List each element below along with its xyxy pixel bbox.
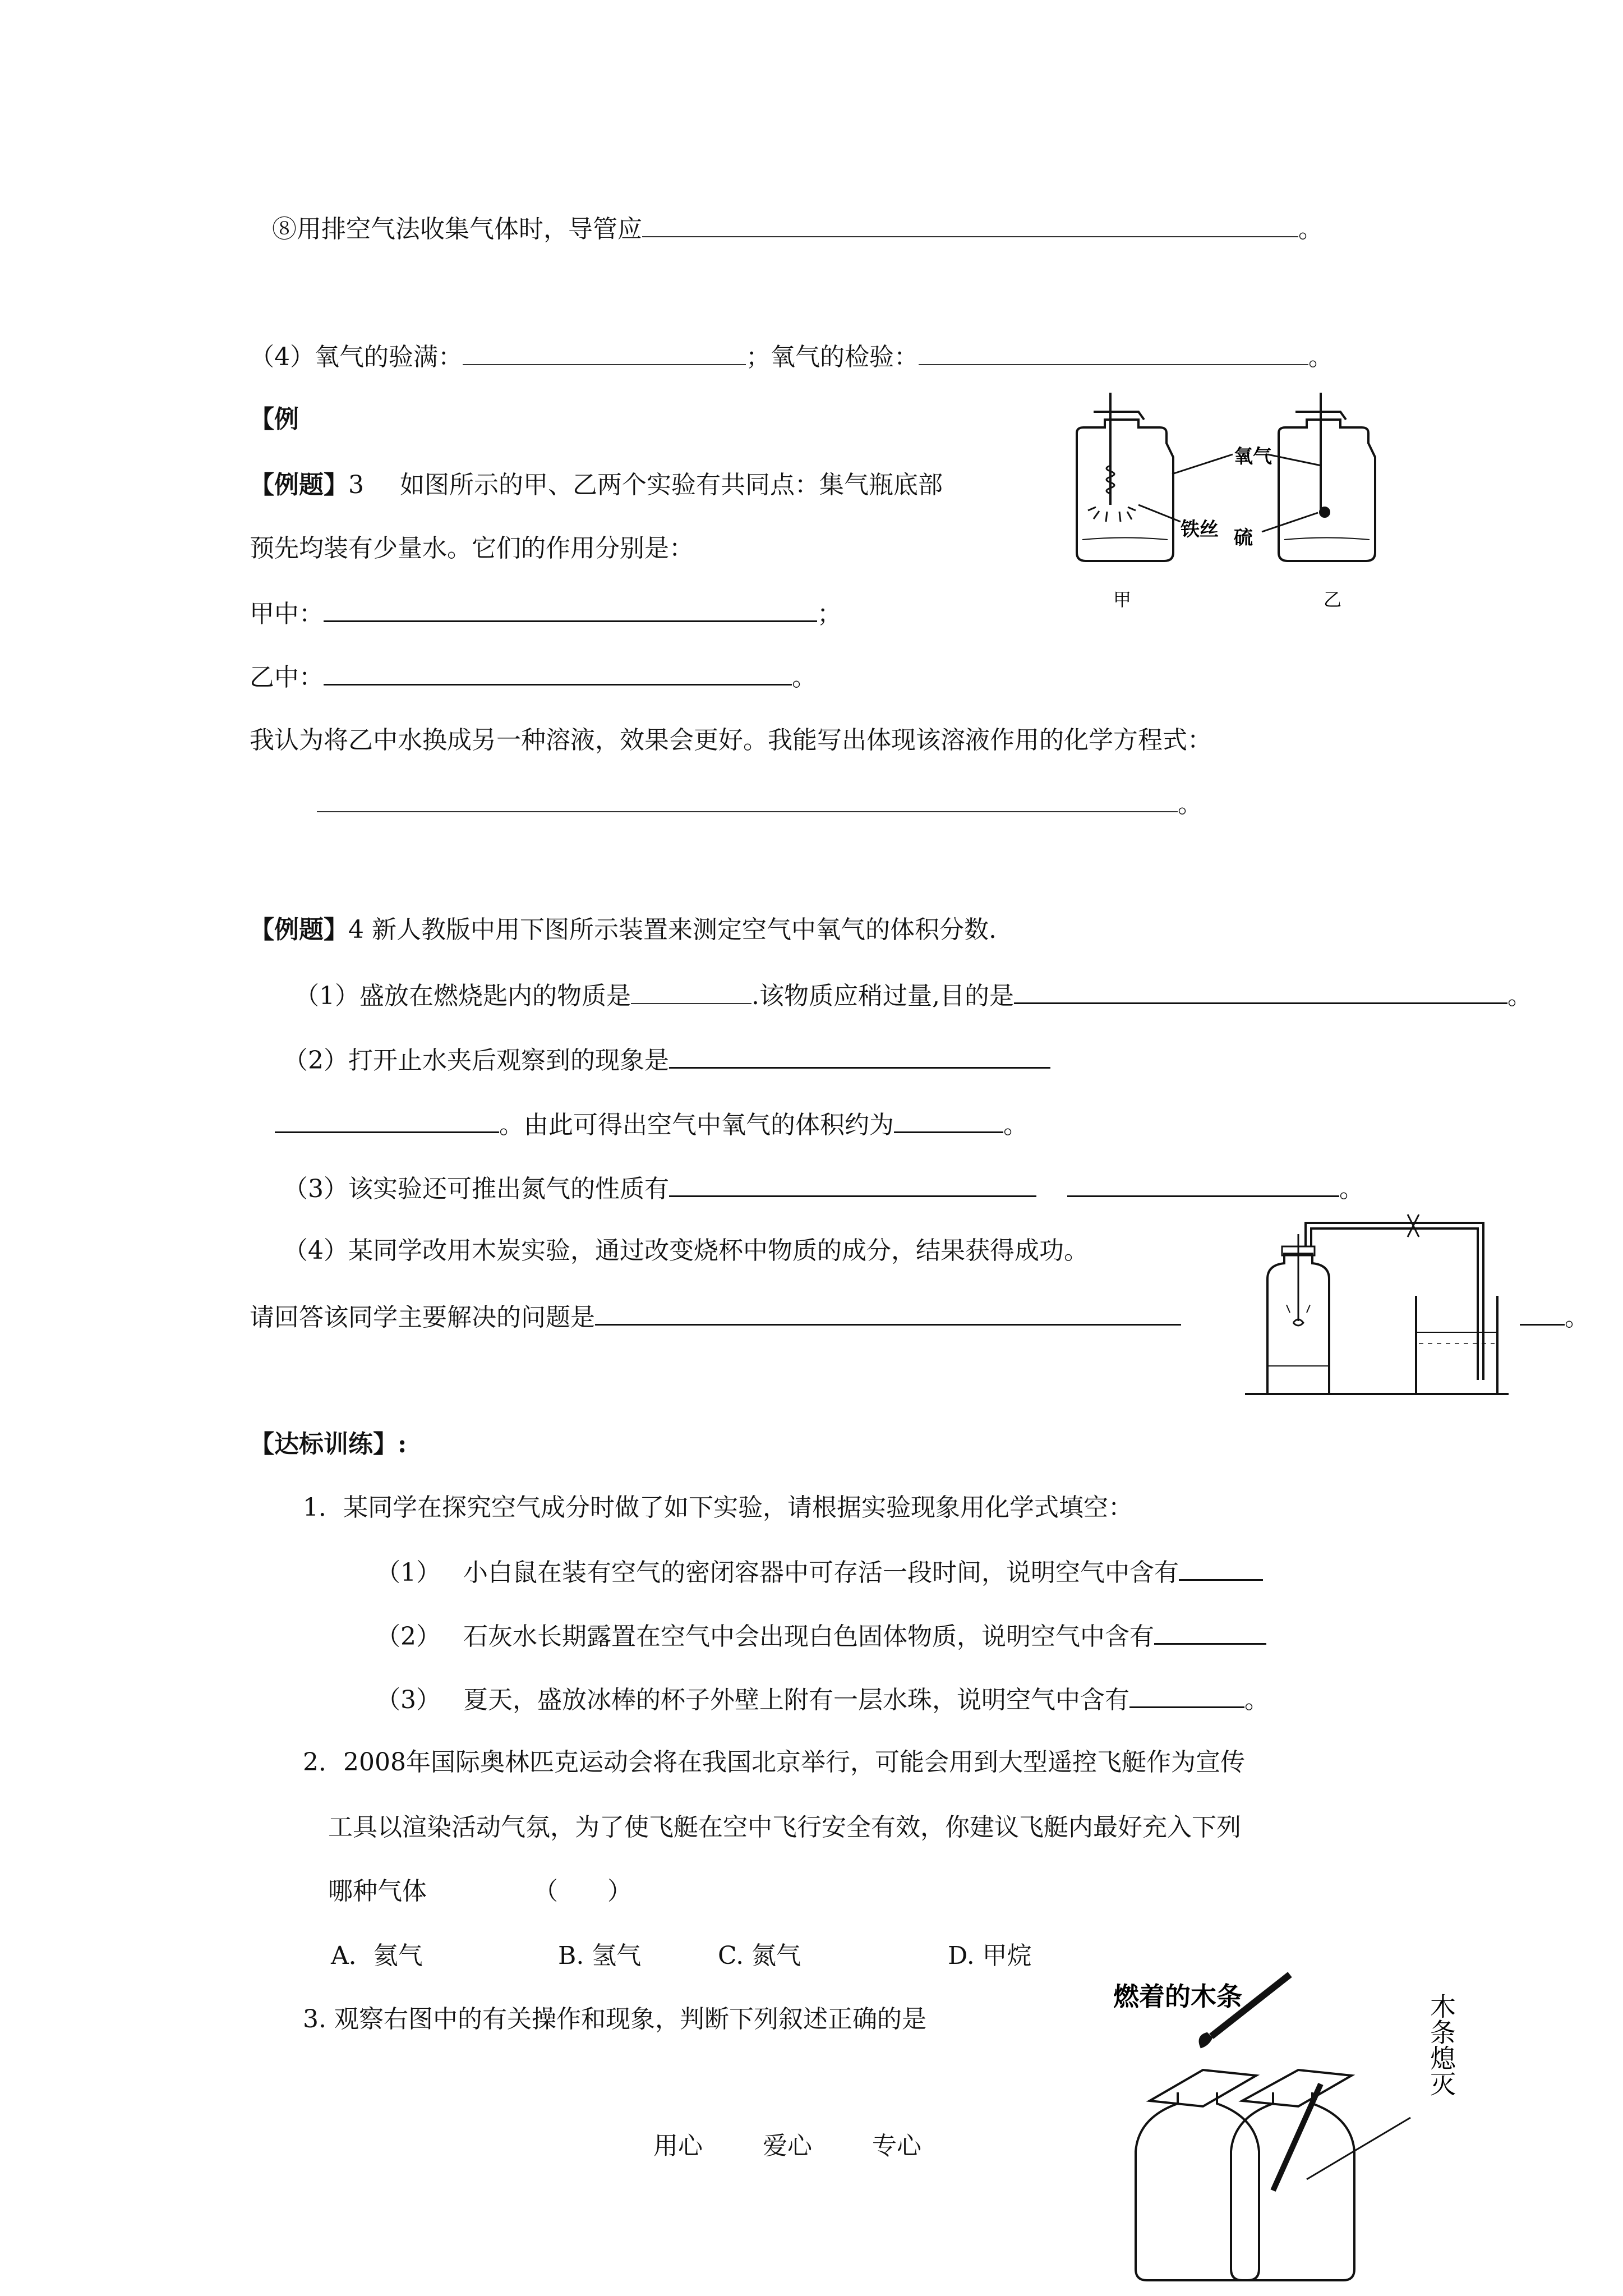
- yi-blank[interactable]: [324, 659, 792, 685]
- oxygen-full-check-blank[interactable]: [463, 339, 746, 365]
- nitrogen-property-blank-1[interactable]: [669, 1171, 1036, 1197]
- p2-line2: 工具以渲染活动气氛，为了使飞艇在空中飞行安全有效，你建议飞艇内最好充入下列: [328, 1813, 1241, 1842]
- footer-yongxin: 用心: [653, 2132, 703, 2160]
- p1-blank-3[interactable]: [1129, 1682, 1244, 1708]
- jia-blank[interactable]: [324, 596, 817, 622]
- ex3-figure: [1054, 393, 1402, 623]
- ex3-jia-line: 甲中： ；: [250, 596, 842, 631]
- equation-blank[interactable]: [317, 786, 1178, 812]
- label-sulfur: 硫: [1234, 527, 1253, 549]
- ex4-q3: （3）该实验还可推出氮气的性质有 。: [283, 1171, 1364, 1206]
- ex4-q4: （4）某同学改用木炭实验，通过改变烧杯中物质的成分，结果获得成功。: [283, 1236, 1089, 1265]
- ex4-q2: （2）打开止水夹后观察到的现象是: [283, 1042, 1050, 1078]
- answer-paren[interactable]: （ ）: [533, 1877, 632, 1906]
- q8-text: ⑧用排空气法收集气体时，导管应: [272, 215, 642, 243]
- p1-blank-2[interactable]: [1154, 1618, 1266, 1645]
- p2-option-a[interactable]: A．氦气: [331, 1941, 423, 1970]
- ex3-line5: 我认为将乙中水换成另一种溶液，效果会更好。我能写出体现该溶液作用的化学方程式：: [250, 726, 1212, 754]
- purpose-blank[interactable]: [1014, 978, 1507, 1004]
- footer-zhuanxin: 专心: [872, 2132, 921, 2160]
- p1-item-2: （2） 石灰水长期露置在空气中会出现白色固体物质，说明空气中含有: [376, 1618, 1266, 1654]
- q4-prefix: （4）氧气的验满：: [250, 343, 463, 371]
- example-heading: 【例: [250, 405, 299, 434]
- oxygen-test-blank[interactable]: [919, 339, 1308, 365]
- q8-line: ⑧用排空气法收集气体时，导管应 。: [272, 211, 1323, 246]
- q8-blank[interactable]: [642, 211, 1298, 237]
- ex4-q1: （1）盛放在燃烧匙内的物质是 .该物质应稍过量,目的是 。: [294, 978, 1532, 1013]
- problem-solved-blank-tail[interactable]: [1520, 1299, 1565, 1326]
- p1-blank-1[interactable]: [1179, 1554, 1263, 1581]
- ex3-line6: 。: [317, 786, 1202, 821]
- p2-option-d[interactable]: D. 甲烷: [948, 1941, 1032, 1970]
- phenomenon-blank-cont[interactable]: [275, 1107, 499, 1133]
- ex4-q2b: 。由此可得出空气中氧气的体积约为 。: [275, 1107, 1028, 1142]
- label-iron-wire: 铁丝: [1181, 518, 1219, 541]
- label-yi: 乙: [1324, 589, 1342, 610]
- label-oxygen: 氧气: [1234, 445, 1272, 468]
- footer-aixin: 爱心: [763, 2132, 812, 2160]
- ex3-tag: 【例题】: [250, 471, 348, 499]
- p3-figure: [1105, 1966, 1497, 2292]
- q4-oxygen-line: （4）氧气的验满： ；氧气的检验： 。: [250, 339, 1333, 374]
- p2-option-c[interactable]: C. 氮气: [718, 1941, 801, 1970]
- label-burning-stick: 燃着的木条: [1113, 1981, 1242, 2012]
- ex4-q4-tail: 。: [1520, 1299, 1589, 1335]
- phenomenon-blank[interactable]: [669, 1042, 1050, 1069]
- label-extinguished: [1426, 1993, 1456, 2096]
- spoon-substance-blank[interactable]: [631, 978, 751, 1004]
- p2-option-b[interactable]: B. 氢气: [558, 1941, 642, 1970]
- training-heading: 【达标训练】:: [250, 1430, 407, 1458]
- problem-solved-blank[interactable]: [595, 1299, 1181, 1326]
- p2-line3: 哪种气体 （ ）: [328, 1877, 632, 1906]
- label-jia: 甲: [1113, 589, 1132, 610]
- ex4-q4b: 请回答该同学主要解决的问题是: [250, 1299, 1181, 1335]
- ex3-line1: 【例题】3 如图所示的甲、乙两个实验有共同点：集气瓶底部: [250, 471, 943, 499]
- ex3-yi-line: 乙中： 。: [250, 659, 817, 694]
- p2-line1: 2．2008年国际奥林匹克运动会将在我国北京举行，可能会用到大型遥控飞艇作为宣传: [303, 1748, 1245, 1777]
- label-extinguished-text: 木条熄灭: [1426, 1993, 1456, 2096]
- ex3-line2: 预先均装有少量水。它们的作用分别是：: [250, 534, 694, 563]
- p1-item-1: （1） 小白鼠在装有空气的密闭容器中可存活一段时间，说明空气中含有: [376, 1554, 1263, 1590]
- ex4-apparatus-figure: [1245, 1212, 1509, 1402]
- p3-stem: 3. 观察右图中的有关操作和现象，判断下列叙述正确的是: [303, 2005, 926, 2033]
- p1-stem: 1．某同学在探究空气成分时做了如下实验，请根据实验现象用化学式填空：: [303, 1493, 1133, 1522]
- nitrogen-property-blank-2[interactable]: [1067, 1171, 1339, 1197]
- ex4-title-line: 【例题】4 新人教版中用下图所示装置来测定空气中氧气的体积分数.: [250, 915, 997, 944]
- oxygen-volume-blank[interactable]: [894, 1107, 1003, 1133]
- p1-item-3: （3） 夏天，盛放冰棒的杯子外壁上附有一层水珠，说明空气中含有 。: [376, 1682, 1269, 1717]
